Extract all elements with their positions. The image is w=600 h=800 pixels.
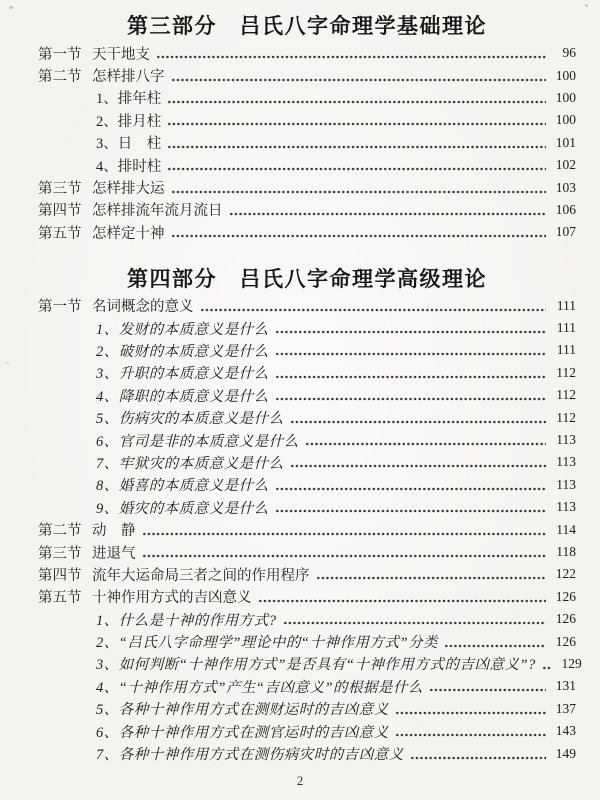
- page-number: 111: [556, 342, 576, 358]
- toc-list: [38, 42, 576, 244]
- dot-leader: [200, 308, 547, 312]
- page-number: 102: [555, 157, 576, 173]
- dot-leader: [542, 666, 552, 670]
- toc-item-title: 2、“吕氏八字命理学”理论中的“十神作用方式”分类: [96, 635, 439, 652]
- toc-row: [38, 221, 576, 243]
- toc-row: [38, 653, 582, 675]
- toc-row: [38, 132, 576, 154]
- toc-row: [38, 698, 576, 720]
- toc-item-label: 第二节: [38, 523, 82, 540]
- dot-leader: [167, 167, 546, 171]
- toc-row: [38, 451, 576, 473]
- toc-row: [38, 339, 576, 361]
- dot-leader: [290, 464, 546, 468]
- page-number: 112: [556, 364, 576, 380]
- page-number: 112: [556, 387, 576, 403]
- toc-item-label: 第四节: [38, 203, 82, 220]
- dot-leader: [275, 352, 546, 356]
- toc-item-title: 怎样排流年流月流日: [92, 203, 223, 220]
- toc-item-label: 第一节: [38, 299, 82, 316]
- dot-leader: [167, 122, 546, 126]
- page-number: 96: [562, 45, 576, 61]
- dot-leader: [444, 644, 546, 648]
- toc-item-title: 7、牢狱灾的本质意义是什么: [96, 455, 284, 472]
- dot-leader: [275, 487, 546, 491]
- scan-speck: [6, 362, 9, 364]
- dot-leader: [142, 532, 547, 536]
- toc-item-title: 3、如何判断“十神作用方式”是否具有“十神作用方式的吉凶意义”?: [96, 657, 536, 674]
- toc-list: [38, 295, 582, 765]
- page-number: 126: [555, 611, 576, 627]
- toc-item-title: 怎样排八字: [92, 69, 165, 86]
- toc-item-label: 第二节: [38, 69, 82, 86]
- page-number: 122: [555, 566, 576, 582]
- page-number: 113: [556, 454, 576, 470]
- page-number: 113: [556, 432, 576, 448]
- toc-row: [38, 64, 576, 86]
- dot-leader: [275, 330, 546, 334]
- toc-item-title: 7、各种十神作用方式在测伤病灾时的吉凶意义: [96, 747, 404, 764]
- scan-speck: [585, 4, 588, 7]
- dot-leader: [258, 599, 547, 603]
- page-number: 100: [555, 89, 576, 105]
- page-number: 143: [555, 723, 576, 739]
- page-number: 118: [556, 544, 576, 559]
- page-number: 126: [555, 588, 576, 604]
- dot-leader: [275, 509, 546, 513]
- dot-leader: [316, 576, 547, 580]
- toc-item-label: 第五节: [38, 590, 82, 607]
- dot-leader: [429, 688, 546, 692]
- toc-row: [38, 429, 576, 451]
- page-number: 111: [556, 297, 576, 313]
- dot-leader: [167, 100, 546, 104]
- page-number: 114: [556, 521, 576, 537]
- dot-leader: [410, 756, 546, 760]
- page-number: 101: [555, 134, 576, 150]
- page-number: 111: [556, 320, 576, 336]
- toc-item-title: 4、“十神作用方式”产生“吉凶意义”的根据是什么: [96, 679, 424, 696]
- toc-item-label: 第四节: [38, 567, 82, 584]
- toc-row: [38, 518, 576, 540]
- toc-item-title: 1、排年柱: [96, 91, 162, 108]
- dot-leader: [171, 190, 547, 194]
- toc-item-title: 进退气: [92, 545, 136, 562]
- toc-row: [38, 176, 576, 198]
- toc-item-title: 4、排时柱: [96, 158, 162, 175]
- dot-leader: [229, 212, 547, 216]
- scan-speck: [9, 6, 13, 9]
- dot-leader: [305, 442, 546, 446]
- toc-item-title: 9、婚灾的本质意义是什么: [96, 500, 269, 517]
- toc-row: [38, 630, 576, 652]
- dot-leader: [275, 375, 546, 379]
- toc-row: [38, 317, 576, 339]
- dot-leader: [171, 234, 547, 238]
- dot-leader: [395, 733, 546, 737]
- dot-leader: [283, 621, 547, 625]
- toc-item-label: 第一节: [38, 46, 82, 63]
- dot-leader: [167, 145, 546, 149]
- page-number: 126: [555, 633, 576, 649]
- dot-leader: [290, 420, 546, 424]
- toc-row: [38, 720, 576, 742]
- toc-item-label: 第三节: [38, 181, 82, 198]
- toc-row: [38, 42, 576, 64]
- toc-item-title: 3、日 柱: [96, 136, 162, 153]
- toc-item-title: 4、降职的本质意义是什么: [96, 388, 269, 405]
- toc-row: [38, 496, 576, 518]
- toc-item-title: 十神作用方式的吉凶意义: [92, 590, 252, 607]
- toc-row: [38, 406, 576, 428]
- toc-row: [38, 362, 576, 384]
- footer-page-number: 2: [296, 773, 304, 788]
- toc-row: [38, 675, 576, 697]
- page-number: 106: [555, 201, 576, 217]
- dot-leader: [275, 397, 546, 401]
- section-part4: [38, 266, 582, 765]
- toc-item-title: 天干地支: [92, 46, 150, 63]
- toc-row: [38, 541, 576, 563]
- page-number: 113: [556, 499, 576, 515]
- page-number: 131: [555, 678, 576, 694]
- toc-row: [38, 295, 576, 317]
- toc-item-title: 怎样定十神: [92, 225, 165, 242]
- dot-leader: [171, 78, 547, 82]
- part4-title: 第四部分 吕氏八字命理学高级理论: [127, 266, 487, 291]
- toc-row: [38, 154, 576, 176]
- toc-item-title: 8、婚喜的本质意义是什么: [96, 478, 269, 495]
- toc-item-title: 2、排月柱: [96, 113, 162, 130]
- toc-row: [38, 384, 576, 406]
- page-number: 129: [561, 655, 582, 671]
- toc-item-title: 5、伤病灾的本质意义是什么: [96, 411, 284, 428]
- page-number: 100: [555, 67, 576, 83]
- toc-row: [38, 563, 576, 585]
- page-number: 100: [555, 112, 576, 128]
- page-number: 149: [555, 745, 576, 761]
- toc-item-label: 第五节: [38, 225, 82, 242]
- page-number: 103: [555, 179, 576, 195]
- toc-item-title: 6、官司是非的本质意义是什么: [96, 433, 299, 450]
- toc-row: [38, 608, 576, 630]
- toc-item-title: 6、各种十神作用方式在测官运时的吉凶意义: [96, 724, 389, 741]
- toc-item-title: 怎样排大运: [92, 181, 165, 198]
- toc-row: [38, 87, 576, 109]
- toc-item-title: 1、发财的本质意义是什么: [96, 321, 269, 338]
- toc-row: [38, 199, 576, 221]
- page-number: 112: [556, 409, 576, 425]
- page-number: 107: [555, 224, 576, 240]
- toc-item-label: 第三节: [38, 545, 82, 562]
- toc-item-title: 名词概念的意义: [92, 299, 194, 316]
- page-number: 137: [555, 700, 576, 716]
- part3-title: 第三部分 吕氏八字命理学基础理论: [127, 14, 487, 38]
- toc-item-title: 2、破财的本质意义是什么: [96, 343, 269, 360]
- section-part3: [38, 13, 576, 244]
- toc-item-title: 流年大运命局三者之间的作用程序: [92, 567, 310, 584]
- toc-row: [38, 742, 576, 764]
- toc-row: [38, 109, 576, 131]
- dot-leader: [142, 554, 547, 558]
- toc-item-title: 3、升职的本质意义是什么: [96, 366, 269, 383]
- toc-row: [38, 586, 576, 608]
- dot-leader: [156, 55, 546, 59]
- page-number: 113: [556, 476, 576, 492]
- toc-item-title: 1、什么是十神的作用方式?: [96, 612, 277, 629]
- toc-item-title: 动 静: [92, 523, 136, 540]
- toc-item-title: 5、各种十神作用方式在测财运时的吉凶意义: [96, 702, 389, 719]
- dot-leader: [395, 711, 546, 715]
- toc-row: [38, 474, 576, 496]
